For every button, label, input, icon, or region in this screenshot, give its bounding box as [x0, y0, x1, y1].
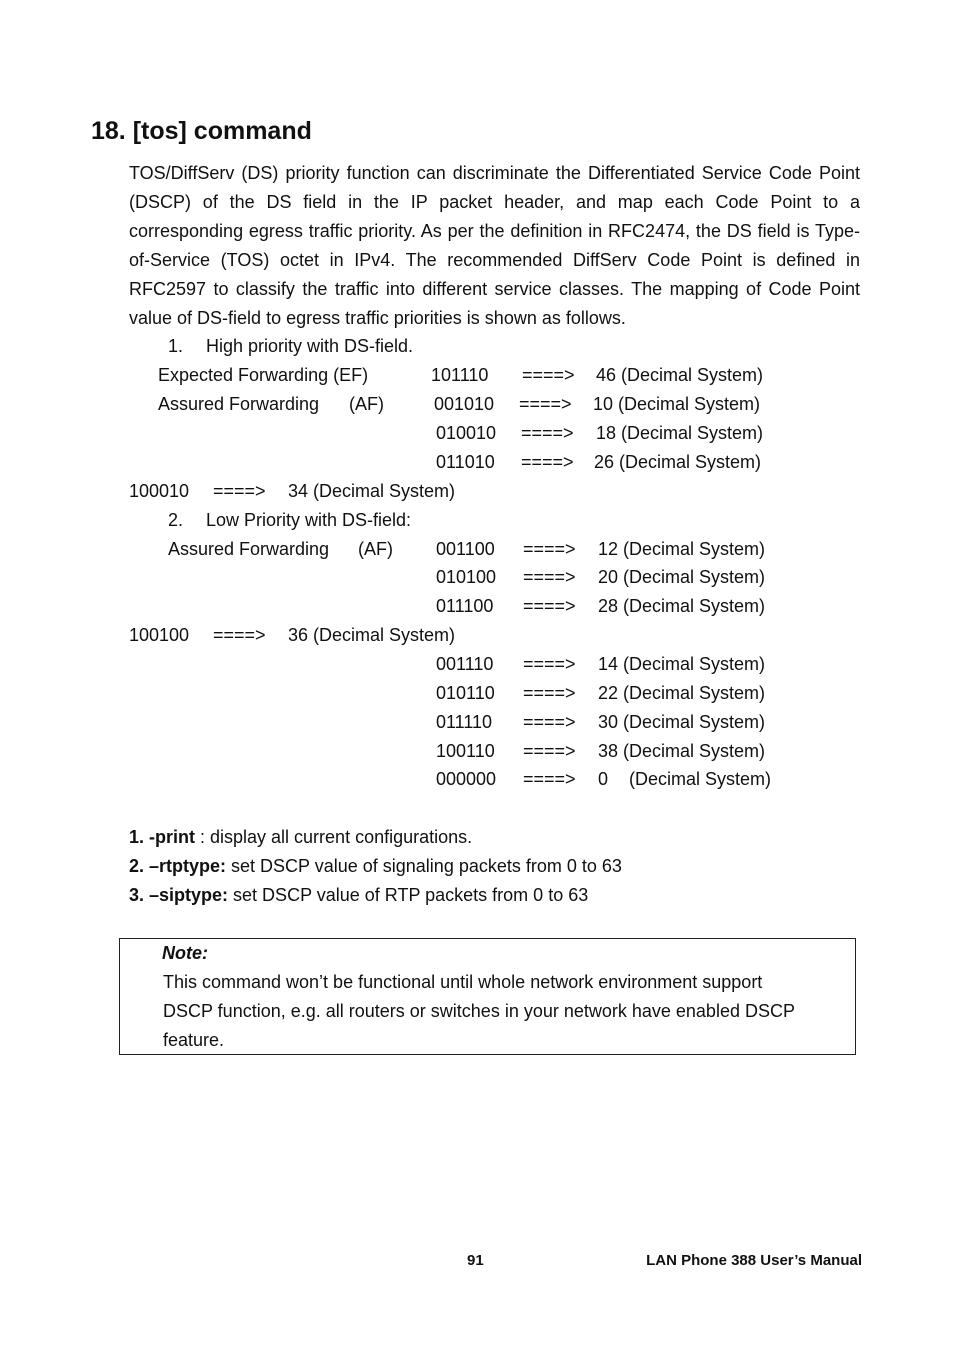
page-number: 91 [467, 1252, 484, 1269]
dscp-code: 100010 [129, 481, 190, 501]
dscp-decimal: 10 (Decimal System) [593, 394, 761, 414]
note-label: Note: [162, 943, 208, 963]
mapping-arrow: ====> [522, 365, 575, 385]
option-name: 2. –rtptype: [129, 856, 227, 876]
dscp-decimal: 34 (Decimal System) [288, 481, 456, 501]
mapping-arrow: ====> [523, 539, 576, 559]
note-line: DSCP function, e.g. all routers or switches in your network have enabled DSCP [163, 1001, 795, 1021]
mapping-arrow: ====> [213, 625, 266, 645]
af-label: Assured Forwarding [168, 539, 330, 559]
note-box [119, 938, 856, 1055]
option-name: 1. -print [129, 827, 195, 847]
dscp-code: 100100 [129, 625, 190, 645]
option-print [129, 826, 472, 848]
mapping-arrow: ====> [523, 654, 576, 674]
high-priority-number: 1. [168, 336, 184, 356]
mapping-arrow: ====> [519, 394, 572, 414]
mapping-arrow: ====> [521, 423, 574, 443]
manual-title: LAN Phone 388 User’s Manual [646, 1252, 862, 1269]
dscp-decimal: 30 (Decimal System) [598, 712, 766, 732]
low-priority-heading: Low Priority with DS-field: [206, 510, 412, 530]
dscp-code: 010110 [436, 683, 495, 703]
mapping-arrow: ====> [523, 596, 576, 616]
option-siptype [129, 884, 588, 906]
dscp-decimal: 20 (Decimal System) [598, 567, 766, 587]
low-priority-number: 2. [168, 510, 184, 530]
af-abbr: (AF) [358, 539, 393, 559]
option-desc: : display all current configurations. [195, 827, 473, 847]
dscp-decimal: 14 (Decimal System) [598, 654, 766, 674]
dscp-decimal: 12 (Decimal System) [598, 539, 766, 559]
dscp-decimal: 22 (Decimal System) [598, 683, 766, 703]
mapping-arrow: ====> [523, 769, 576, 789]
dscp-decimal: 0 [598, 769, 609, 789]
note-line: This command won’t be functional until whole network environment support [163, 972, 763, 992]
high-priority-heading: High priority with DS-field. [206, 336, 414, 356]
option-desc: set DSCP value of signaling packets from 0 to 63 [226, 856, 622, 876]
mapping-arrow: ====> [521, 452, 574, 472]
ef-label: Expected Forwarding (EF) [158, 365, 369, 385]
dscp-decimal: 26 (Decimal System) [594, 452, 762, 472]
dscp-code: 000000 [436, 769, 497, 789]
dscp-code: 010010 [436, 423, 497, 443]
dscp-decimal: 36 (Decimal System) [288, 625, 456, 645]
intro-paragraph: TOS/DiffServ (DS) priority function can discriminate the Differentiated Service Code Point (DSCP) of the DS field in the IP packet header, and map each Code Point to a corresponding egress traffic priority. As per the definition in RFC2474, the DS field is Type-of-Service (TOS) octet in IPv4. The recommended DiffServ Code Point is defined in RFC2597 to classify the traffic into different service classes. The mapping of Code Point value of DS-field to egress traffic priorities is shown as follows. [129, 163, 860, 328]
mapping-arrow: ====> [523, 567, 576, 587]
dscp-code: 001110 [436, 654, 494, 674]
dscp-decimal: 46 (Decimal System) [596, 365, 764, 385]
af-label: Assured Forwarding [158, 394, 320, 414]
dscp-decimal: 18 (Decimal System) [596, 423, 764, 443]
dscp-decimal-unit: (Decimal System) [629, 769, 772, 789]
option-rtptype [129, 855, 622, 877]
dscp-code: 001100 [436, 539, 495, 559]
dscp-code: 011100 [436, 596, 494, 616]
option-name: 3. –siptype: [129, 885, 229, 905]
section-title: 18. [tos] command [91, 117, 312, 145]
dscp-code: 001010 [434, 394, 495, 414]
af-abbr: (AF) [349, 394, 384, 414]
dscp-code: 101110 [431, 365, 489, 385]
note-line: feature. [163, 1030, 225, 1050]
mapping-arrow: ====> [523, 683, 576, 703]
dscp-code: 010100 [436, 567, 497, 587]
dscp-code: 100110 [436, 741, 495, 761]
mapping-arrow: ====> [523, 712, 576, 732]
mapping-arrow: ====> [213, 481, 266, 501]
dscp-decimal: 38 (Decimal System) [598, 741, 766, 761]
dscp-code: 011010 [436, 452, 495, 472]
dscp-decimal: 28 (Decimal System) [598, 596, 766, 616]
dscp-code: 011110 [436, 712, 493, 732]
mapping-arrow: ====> [523, 741, 576, 761]
option-desc: set DSCP value of RTP packets from 0 to 63 [228, 885, 589, 905]
